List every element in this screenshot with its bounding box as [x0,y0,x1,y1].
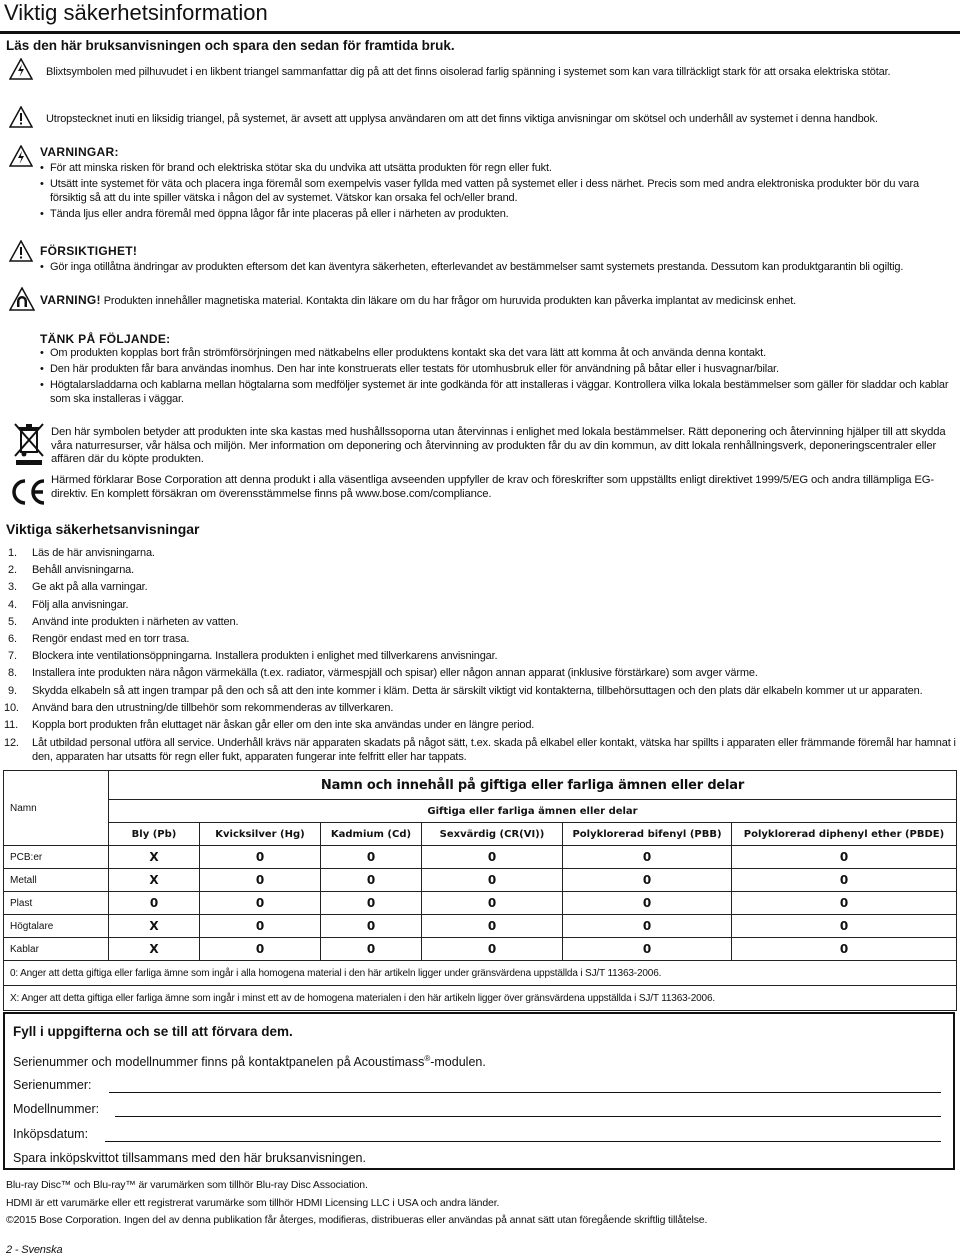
list-item: • Den här produkten får bara användas inomhus. Den har inte konstruerats eller testats för utomhusbruk eller för användning på båtar eller i husvagnar/bilar. [40,362,958,376]
instructions-list [6,545,956,764]
record-box [3,1012,955,1170]
column-header: Polyklorerad diphenyl ether (PBDE) [732,823,957,846]
magnet-warning-icon [9,287,35,311]
cell: 0 [321,869,422,892]
cell: 0 [109,892,200,915]
exclamation-text: Utropstecknet inuti en liksidig triangel, på systemet, är avsett att upplysa användaren om att det finns viktiga anvisningar om skötsel och underhåll av systemet i denna handbok. [46,113,878,125]
cell: 0 [732,915,957,938]
footer-hdmi: HDMI är ett varumärke eller ett registrerat varumärke som tillhör HDMI Licensing LLC i USA och andra länder. [6,1197,500,1209]
cell: 0 [563,915,732,938]
list-item: 5. Använd inte produkten i närheten av vatten. [8,615,239,628]
cell: 0 [563,938,732,961]
serial-number-field[interactable] [109,1092,941,1093]
cell: 0 [422,938,563,961]
list-item: 9. Skydda elkabeln så att ingen trampar på den och så att den inte kommer i kläm. Detta är särskilt viktigt vid kontakterna, tillbehörsuttagen och den plats där elkabeln kommer ut ur apparaten. [8,684,923,697]
cell: 0 [563,892,732,915]
cell: 0 [200,892,321,915]
subtitle: Läs den här bruksanvisningen och spara den sedan för framtida bruk. [6,38,455,53]
caution-list [40,260,958,274]
list-item: 6. Rengör endast med en torr trasa. [8,633,190,646]
model-label: Modellnummer: [13,1102,100,1116]
magnet-warning [40,293,958,308]
column-header: Bly (Pb) [109,823,200,846]
exclamation-triangle-icon [9,106,33,128]
page-number: 2 - Svenska [6,1244,63,1256]
column-header: Kadmium (Cd) [321,823,422,846]
table-row [4,869,957,892]
cell: 0 [422,915,563,938]
purchase-date-field[interactable] [105,1141,941,1142]
cell: 0 [200,869,321,892]
record-intro: Serienummer och modellnummer finns på kontaktpanelen på Acoustimass®-modulen. [13,1054,486,1070]
cell: X [109,846,200,869]
table-group-header: Giftiga eller farliga ämnen eller delar [109,800,957,823]
magnet-heading: VARNING! [40,293,101,307]
cell: 0 [422,869,563,892]
cell: X [109,915,200,938]
table-name-header: Namn [4,771,109,846]
title-rule [0,31,960,34]
crossed-bin-icon [12,420,46,466]
consider-list [40,346,958,406]
weee-text: Den här symbolen betyder att produkten inte ska kastas med hushållssoporna utan återvinnas i enlighet med lokala bestämmelser. Rätt deponering och återvinning hjälper till att skydda våra naturresurser, vår hälsa och miljön. Mer information om deponering och återvinning av produkten får du av din kommun, av ditt lokala renhållningsverk, deponeringscentraler eller affären där du köpte produkten. [51,426,946,465]
list-item: 4. Följ alla anvisningar. [8,598,129,611]
list-item: 7. Blockera inte ventilationsöppningarna. Installera produkten i enlighet med tillverkarens anvisningar. [8,650,498,663]
cell: X [109,938,200,961]
hazardous-substances-table [3,770,957,1011]
list-item: • För att minska risken för brand och elektriska stötar ska du undvika att utsätta produkten för regn eller fukt. [40,161,958,175]
row-name: Högtalare [4,915,109,938]
list-item: 11. Koppla bort produkten från eluttaget när åskan går eller om den inte ska användas under en längre period. [4,719,535,732]
ce-mark-icon [8,478,48,506]
cell: 0 [321,846,422,869]
date-label: Inköpsdatum: [13,1127,89,1141]
magnet-text: Produkten innehåller magnetiska material. Kontakta din läkare om du har frågor om huruvida produkten kan påverka implantat av medicinsk enhet. [100,295,797,307]
table-title: Namn och innehåll på giftiga eller farliga ämnen eller delar [109,771,957,800]
ce-text: Härmed förklarar Bose Corporation att denna produkt i alla väsentliga avseenden uppfyller de krav och föreskrifter som uppställts enligt direktivet 1999/5/EG och andra tillämpliga EG-direktiv. En komplett försäkran om överensstämmelse finns på www.bose.com/compliance. [51,474,935,500]
cell: 0 [422,846,563,869]
cell: 0 [732,892,957,915]
list-item: • Gör inga otillåtna ändringar av produkten eftersom det kan äventyra säkerheten, efterlevandet av bestämmelser samt systemets prestanda. Dessutom kan produktgarantin bli ogiltig. [40,260,958,274]
table-row [4,892,957,915]
cell: X [109,869,200,892]
table-row [4,915,957,938]
list-item: 8. Installera inte produkten nära någon värmekälla (t.ex. radiator, värmespjäll och spisar) eller någon annan apparat (inklusive förstärkare) som avger värme. [8,667,758,680]
lightning-triangle-icon [9,145,33,167]
warnings-heading: VARNINGAR: [40,145,119,159]
cell: 0 [200,915,321,938]
column-header: Polyklorerad bifenyl (PBB) [563,823,732,846]
cell: 0 [732,846,957,869]
cell: 0 [732,938,957,961]
column-header: Sexvärdig (CR(VI)) [422,823,563,846]
row-name: PCB:er [4,846,109,869]
list-item: • Utsätt inte systemet för väta och placera inga föremål som exempelvis vaser fyllda med vatten på systemet eller i dess närhet. Precis som med andra elektroniska produkter bör du vara försiktig så att du inte spiller vätska i någon del av systemet. Vätskor kan orsaka fel och/eller brand. [40,177,958,205]
cell: 0 [563,869,732,892]
list-item: • Tända ljus eller andra föremål med öppna lågor får inte placeras på eller i närheten av produkten. [40,207,958,221]
lightning-triangle-icon [9,58,33,80]
cell: 0 [200,938,321,961]
cell: 0 [321,915,422,938]
lightning-text: Blixtsymbolen med pilhuvudet i en likbent triangel sammanfattar dig på att det finns oisolerad farlig spänning i systemet som kan vara tillräckligt stark för att orsaka elektriska stötar. [46,66,891,78]
list-item: • Högtalarsladdarna och kablarna mellan högtalarna som medföljer systemet är inte godkända för att installeras i väggar. Kontrollera vilka lokala bestämmelser som gäller för sladdar och kablar som ska installeras i väggar. [40,378,958,406]
cell: 0 [732,869,957,892]
list-item: 3. Ge akt på alla varningar. [8,581,148,594]
page-title: Viktig säkerhetsinformation [4,0,268,25]
warnings-list [40,161,958,221]
exclamation-triangle-icon [9,240,33,262]
column-header: Kvicksilver (Hg) [200,823,321,846]
list-item: 2. Behåll anvisningarna. [8,564,135,577]
row-name: Plast [4,892,109,915]
cell: 0 [200,846,321,869]
table-note-zero: 0: Anger att detta giftiga eller farliga ämne som ingår i alla homogena material i den här artikeln ligger under gränsvärdena uppställda i SJ/T 11363-2006. [4,961,957,986]
cell: 0 [321,938,422,961]
cell: 0 [422,892,563,915]
list-item: • Om produkten kopplas bort från strömförsörjningen med nätkabelns eller produktens kontakt ska det vara lätt att komma åt och använda denna kontakt. [40,346,958,360]
model-number-field[interactable] [115,1116,941,1117]
footer-copyright: ©2015 Bose Corporation. Ingen del av denna publikation får återges, modifieras, distribueras eller användas på annat sätt utan föregående skriftlig tillåtelse. [6,1214,708,1226]
serial-label: Serienummer: [13,1078,92,1092]
table-row [4,938,957,961]
list-item: 1. Läs de här anvisningarna. [8,547,155,559]
list-item: 10. Använd bara den utrustning/de tillbehör som rekommenderas av tillverkaren. [4,701,394,714]
table-row [4,846,957,869]
caution-heading: FÖRSIKTIGHET! [40,244,138,258]
row-name: Kablar [4,938,109,961]
receipt-text: Spara inköpskvittot tillsammans med den här bruksanvisningen. [13,1151,366,1165]
row-name: Metall [4,869,109,892]
footer-bluray: Blu-ray Disc™ och Blu-ray™ är varumärken som tillhör Blu-ray Disc Association. [6,1179,368,1191]
consider-heading: TÄNK PÅ FÖLJANDE: [40,332,171,346]
cell: 0 [321,892,422,915]
record-heading: Fyll i uppgifterna och se till att förvara dem. [13,1024,293,1039]
list-item: 12. Låt utbildad personal utföra all service. Underhåll krävs när apparaten skadats på något sätt, t.ex. skada på elkabel eller kontakt, vätska har spillts i apparaten eller främmande föremål har hamnat i den, apparaten har utsatts för regn eller fukt, apparaten fungerar inte felfritt eller har tappats. [4,737,956,764]
cell: 0 [563,846,732,869]
instructions-heading: Viktiga säkerhetsanvisningar [6,521,200,537]
table-note-x: X: Anger att detta giftiga eller farliga ämne som ingår i minst ett av de homogena materialen i den här artikeln ligger över gränsvärdena uppställda i SJ/T 11363-2006. [4,986,957,1011]
